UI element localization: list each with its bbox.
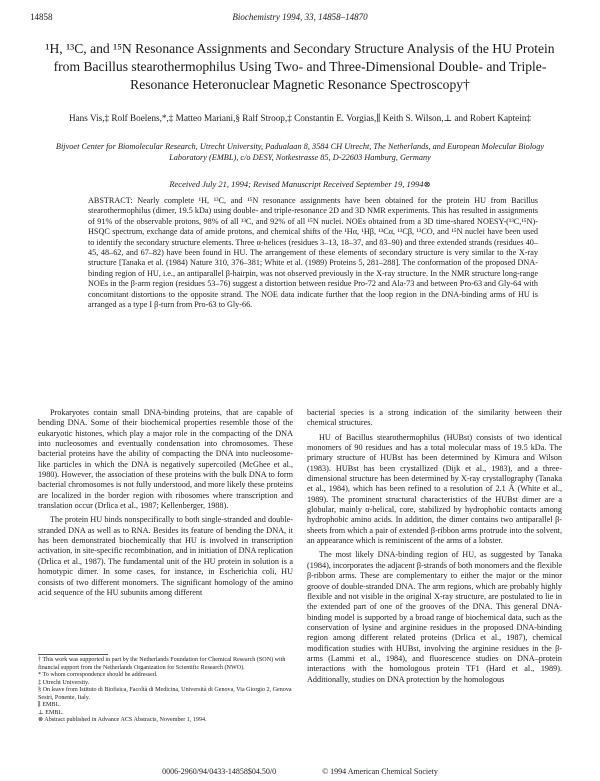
footnotes <box>38 657 293 725</box>
body-column-right <box>307 408 562 689</box>
article-code: 0006-2960/94/0433-14858$04.50/0 <box>162 767 277 776</box>
paragraph: The most likely DNA-binding region of HU, as suggested by Tanaka (1984), incorporates the adjacent β-strands of both monomers and the flexible β-ribbon arms. These are complementary to either the major or the minor groove of double-stranded DNA. The arm regions, which are probably highly flexible and not visible in the original X-ray structure, are postulated to lie in the extended part of one of the grooves of the DNA. This general DNA-binding model is supported by a broad range of biochemical data, such as the conservation of lysine and arginine residues in the proposed DNA-binding region among different related proteins (Drlica et al., 1987), chemical modification studies with HUBst, involving the arginine residues in the β-arms (Lammi et al., 1984), and fluorescence studies on DNA–protein interactions with the homologous protein TF1 (Hard et al., 1989). Additionally, studies on DNA protection by the homologous <box>307 550 562 684</box>
footnote: ⊥ EMBL. <box>38 709 64 716</box>
copyright: © 1994 American Chemical Society <box>322 767 438 776</box>
footnote: ∥ EMBL. <box>38 702 61 708</box>
article-title: ¹H, ¹³C, and ¹⁵N Resonance Assignments and Secondary Structure Analysis of the HU Protein from Bacillus stearothermophilus Using Two- and Three-Dimensional Double- and Triple-Resonance Heteronuclear Magnetic Resonance Spectroscopy† <box>45 41 555 92</box>
footnote: * To whom correspondence should be addressed. <box>38 672 158 678</box>
page-footer <box>0 767 600 776</box>
paragraph: HU of Bacillus stearothermophilus (HUBst) consists of two identical monomers of 90 residues and has a total molecular mass of 19.5 kDa. The primary structure of HUBst has been determined by Kimura and Wilson (1983). HUBst has been crystallized (Dijk et al., 1983), and a three-dimensional structure has been determined by X-ray crystallography (Tanaka et al., 1984), which has been refined to a resolution of 2.1 Å (White et al., 1989). The prominent structural characteristics of the HUBst dimer are a globular, mainly α-helical, core, stabilized by hydrophobic contacts among hydrophobic amino acids. In addition, the dimer contains two antiparallel β-sheets from which a pair of extended β-ribbon arms protrude into the solvent, an appearance which is reminiscent of the arms of a lobster. <box>307 432 562 546</box>
journal-header: Biochemistry 1994, 33, 14858–14870 <box>232 12 368 22</box>
footnote: § On leave from Istituto di Biofisica, Facoltà di Medicina, Università di Genova, Via Giorgio 2, Genova Sestri, Ponente, Italy. <box>38 687 292 701</box>
footnote-divider <box>38 654 108 655</box>
footnote: ‡ Utrecht University. <box>38 679 90 686</box>
received-date: Received July 21, 1994; Revised Manuscript Received September 19, 1994⊗ <box>169 179 431 189</box>
paragraph: The protein HU binds nonspecifically to both single-stranded and double-stranded DNA as well as to RNA. Besides its feature of bending the DNA, it has been demonstrated biochemically that HU is involved in transcription activation, in site-specific recombination, and in initiation of DNA replication (Drlica et al., 1987). The fundamental unit of the HU protein in solution is a homotypic dimer. In some cases, for instance, in Escherichia coli, HU consists of two different monomers. The significant homology of the amino acid sequence of the HU subunits among different <box>38 515 293 597</box>
abstract: ABSTRACT: Nearly complete ¹H, ¹³C, and ¹⁵N resonance assignments have been obtained for the protein HU from Bacillus stearothermophilus (dimer, 19.5 kDa) using double- and triple-resonance 2D and 3D NMR experiments. This has resulted in assignments of 91% of the observable protons, 98% of all ¹³C, and 92% of all ¹⁵N nuclei. NOEs obtained from a 3D time-shared NOESY-(¹³C,¹⁵N)-HSQC spectrum, exchange data of amide protons, and chemical shifts of the ¹Hα, ¹Hβ, ¹³Cα, ¹³Cβ, ¹³CO, and ¹⁵N nuclei have been used to identify the secondary structure elements. Three α-helices (residues 3–13, 18–37, and 83–90) and three extended strands (residues 40–45, 48–62, and 67–82) have been found in HU. The arrangement of these elements of secondary structure is very similar to the X-ray structure [Tanaka et al. (1984) Nature 310, 376–381; White et al. (1989) Proteins 5, 281–288]. The conformation of the proposed DNA-binding region of HU, i.e., an antiparallel β-hairpin, was not observed previously in the X-ray structure. In the NMR structure long-range NOEs in the β-arm region (residues 53–76) suggest a distortion between residue Pro-72 and Ala-73 and between Pro-63 and Gly-64 with concomitant distortions to the opposite strand. The NOE data indicate further that the loop region in the DNA-binding arms of HU is arranged as a type I β-turn from Pro-63 to Gly-66. <box>88 196 538 310</box>
affiliation: Bijvoet Center for Biomolecular Research, Utrecht University, Padualaan 8, 3584 CH Utrecht, The Netherlands, and European Molecular Biology Laboratory (EMBL), c/o DESY, Notkestrasse 85, D-22603 Hamburg, Germany <box>55 142 545 162</box>
page-number: 14858 <box>30 12 53 22</box>
paragraph: bacterial species is a strong indication of the similarity between their chemical structures. <box>307 408 562 428</box>
author-list: Hans Vis,‡ Rolf Boelens,*,‡ Matteo Mariani,§ Ralf Stroop,‡ Constantin E. Vorgias,∥ Keith S. Wilson,⊥ and Robert Kaptein‡ <box>68 113 532 123</box>
footnote: † This work was supported in part by the Netherlands Foundation for Chemical Research (SON) with financial support from the Netherlands Organization for Scientific Research (NWO). <box>38 657 286 671</box>
body-column-left <box>38 408 293 602</box>
footnote: ⊗ Abstract published in Advance ACS Abstracts, November 1, 1994. <box>38 717 207 723</box>
paragraph: Prokaryotes contain small DNA-binding proteins, that are capable of bending DNA. Some of their biochemical properties resemble those of the eukaryotic histones, which play a major role in the compacting of the DNA into nucleosomes and eventually condensation into chromosomes. These bacterial proteins have the ability of compacting the DNA into nucleosome-like particles in which the DNA is negatively supercoiled (McGhee et al., 1980). However, the association of these proteins with the bulk DNA to form bacterial chromosomes is not fully understood, and more likely these proteins are localized in the border region with ribosomes where transcription and translation occur (Drlica et al., 1987; Kellenberger, 1988). <box>38 408 293 511</box>
